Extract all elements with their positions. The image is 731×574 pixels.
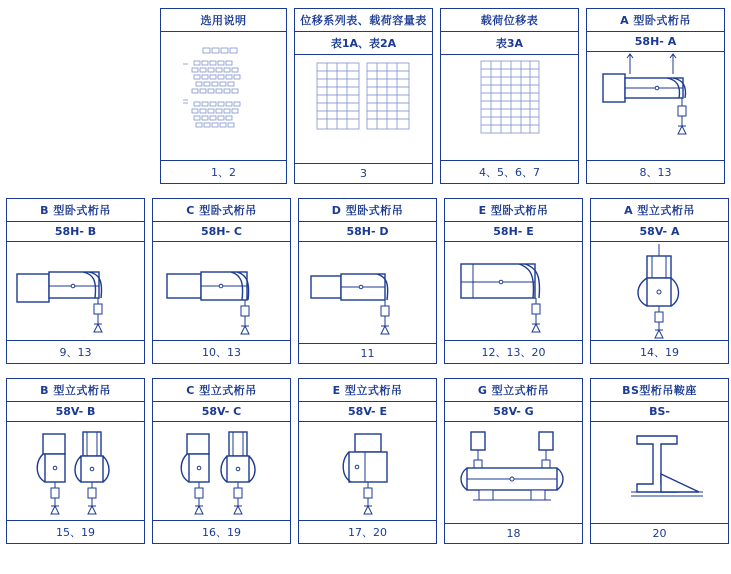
row1-left-spacer [6,8,153,184]
figure-vertical-c [153,422,290,520]
figure-vertical-b [7,422,144,520]
card-footer: 3 [295,163,432,183]
figure-vertical-g [445,422,582,523]
card-figure [587,52,724,160]
card-b-horizontal[interactable] [6,198,145,364]
card-subheader: 58H- D [299,222,436,242]
card-figure [153,422,290,520]
card-header: C 型立式桁吊 [153,379,290,402]
card-b-vertical[interactable] [6,378,145,544]
card-figure [295,55,432,163]
figure-text-block-outline [161,32,286,142]
card-footer: 17、20 [299,520,436,543]
card-header: E 型立式桁吊 [299,379,436,402]
card-footer: 8、13 [587,160,724,183]
card-figure [441,55,578,160]
card-subheader: 表1A、表2A [295,32,432,55]
figure-horizontal-d [299,242,436,343]
card-header: A 型卧式桁吊 [587,9,724,32]
card-subheader: 58V- E [299,402,436,422]
card-subheader: 58H- B [7,222,144,242]
figure-horizontal-b [7,242,144,340]
card-footer: 11 [299,343,436,363]
card-g-vertical[interactable] [444,378,583,544]
figure-saddle [591,422,728,523]
card-footer: 16、19 [153,520,290,543]
card-header: A 型立式桁吊 [591,199,728,222]
figure-vertical-e [299,422,436,520]
card-header: BS型桁吊鞍座 [591,379,728,402]
card-subheader: 58V- G [445,402,582,422]
card-header: B 型卧式桁吊 [7,199,144,222]
card-header: D 型卧式桁吊 [299,199,436,222]
card-load-displacement[interactable] [440,8,579,184]
card-footer: 12、13、20 [445,340,582,363]
figure-horizontal-c [153,242,290,340]
card-selection-guide[interactable] [160,8,287,184]
card-subheader: 58V- A [591,222,728,242]
card-footer: 15、19 [7,520,144,543]
card-footer: 4、5、6、7 [441,160,578,183]
row-2 [0,198,731,364]
card-header: C 型卧式桁吊 [153,199,290,222]
card-footer: 1、2 [161,160,286,183]
figure-one-table [441,55,578,147]
card-figure [161,32,286,160]
card-subheader: 58H- E [445,222,582,242]
card-subheader: 表3A [441,32,578,55]
card-header: E 型卧式桁吊 [445,199,582,222]
card-figure [7,242,144,340]
figure-two-tables [295,55,432,147]
card-c-vertical[interactable] [152,378,291,544]
card-c-horizontal[interactable] [152,198,291,364]
card-figure [299,242,436,343]
card-footer: 20 [591,523,728,543]
card-footer: 14、19 [591,340,728,363]
card-a-vertical[interactable] [590,198,729,364]
card-footer: 9、13 [7,340,144,363]
card-a-horizontal[interactable] [586,8,725,184]
card-figure [153,242,290,340]
card-header: B 型立式桁吊 [7,379,144,402]
card-bs-saddle[interactable] [590,378,729,544]
card-figure [445,422,582,523]
card-e-horizontal[interactable] [444,198,583,364]
card-subheader: 58V- C [153,402,290,422]
card-header: G 型立式桁吊 [445,379,582,402]
card-figure [7,422,144,520]
card-figure [591,422,728,523]
figure-horizontal-a [587,52,724,144]
card-figure [445,242,582,340]
figure-vertical-a [591,242,728,340]
card-subheader: 58H- A [587,32,724,52]
card-footer: 10、13 [153,340,290,363]
card-header: 选用说明 [161,9,286,32]
index-sheet [0,8,731,574]
row-1 [0,8,731,184]
card-figure [299,422,436,520]
figure-horizontal-e [445,242,582,340]
card-e-vertical[interactable] [298,378,437,544]
card-displacement-series[interactable] [294,8,433,184]
card-footer: 18 [445,523,582,543]
row-3 [0,378,731,544]
card-header: 位移系列表、载荷容量表 [295,9,432,32]
card-figure [591,242,728,340]
card-subheader: 58V- B [7,402,144,422]
card-d-horizontal[interactable] [298,198,437,364]
card-subheader: BS- [591,402,728,422]
card-header: 载荷位移表 [441,9,578,32]
card-subheader: 58H- C [153,222,290,242]
